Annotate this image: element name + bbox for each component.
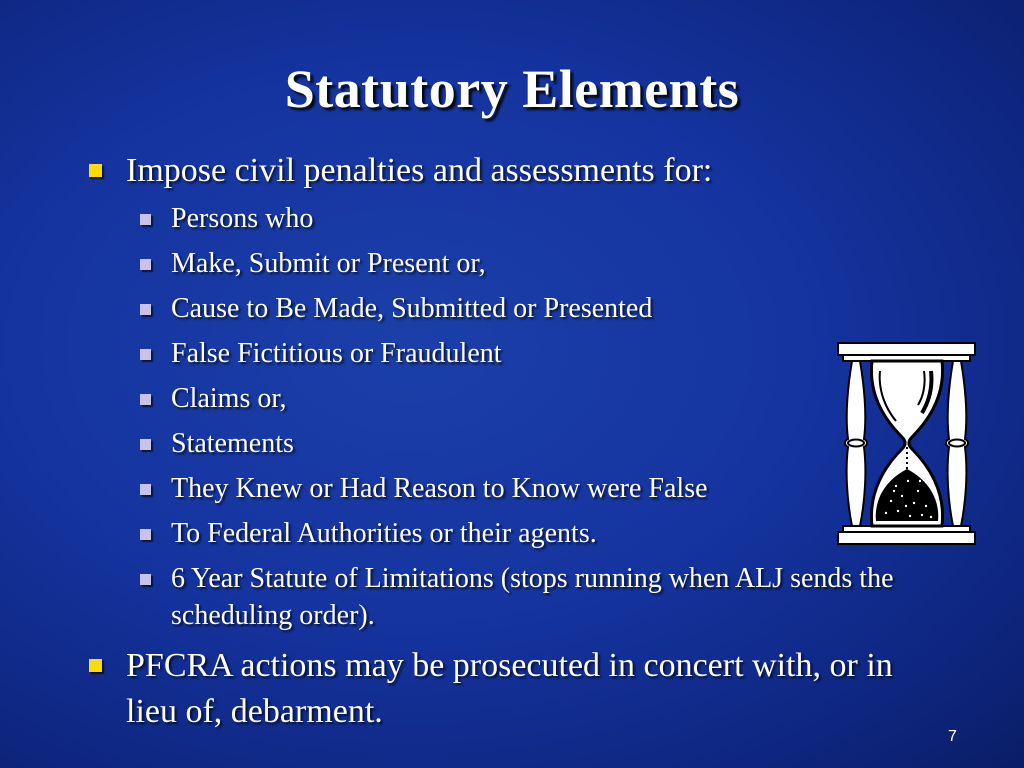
square-bullet-icon	[140, 439, 151, 450]
bullet-level2	[171, 470, 911, 507]
square-bullet-icon	[89, 164, 102, 177]
square-bullet-icon	[140, 304, 151, 315]
square-bullet-icon	[140, 484, 151, 495]
bullet-text: To Federal Authorities or their agents.	[171, 518, 597, 549]
bullet-level2	[171, 290, 911, 327]
square-bullet-icon	[140, 349, 151, 360]
bullet-level1	[126, 148, 946, 194]
bullet-level2	[171, 380, 911, 417]
bullet-level2	[171, 200, 911, 237]
square-bullet-icon	[140, 394, 151, 405]
bullet-level2	[171, 560, 911, 634]
square-bullet-icon	[140, 529, 151, 540]
square-bullet-icon	[140, 214, 151, 225]
slide-title: Statutory Elements	[284, 59, 740, 119]
bullet-text: Claims or,	[171, 383, 287, 414]
page-number: 7	[948, 728, 957, 745]
bullet-text: 6 Year Statute of Limitations (stops running when ALJ sends the scheduling order).	[171, 563, 894, 631]
square-bullet-icon	[89, 659, 102, 672]
bullet-text: False Fictitious or Fraudulent	[171, 338, 502, 369]
hourglass-icon	[836, 341, 977, 546]
bullet-level2	[171, 245, 911, 282]
bullet-level2	[171, 335, 911, 372]
bullet-text: Impose civil penalties and assessments for:	[126, 152, 713, 189]
bullet-level2	[171, 515, 911, 552]
square-bullet-icon	[140, 574, 151, 585]
bullet-text: PFCRA actions may be prosecuted in concert with, or in lieu of, debarment.	[126, 647, 893, 730]
bullet-text: Cause to Be Made, Submitted or Presented	[171, 293, 653, 324]
bullet-text: Statements	[171, 428, 294, 459]
square-bullet-icon	[140, 259, 151, 270]
bullet-text: Persons who	[171, 203, 314, 234]
bullet-level2	[171, 425, 911, 462]
bullet-text: Make, Submit or Present or,	[171, 248, 486, 279]
bullet-text: They Knew or Had Reason to Know were False	[171, 473, 708, 504]
bullet-level1	[126, 643, 946, 735]
